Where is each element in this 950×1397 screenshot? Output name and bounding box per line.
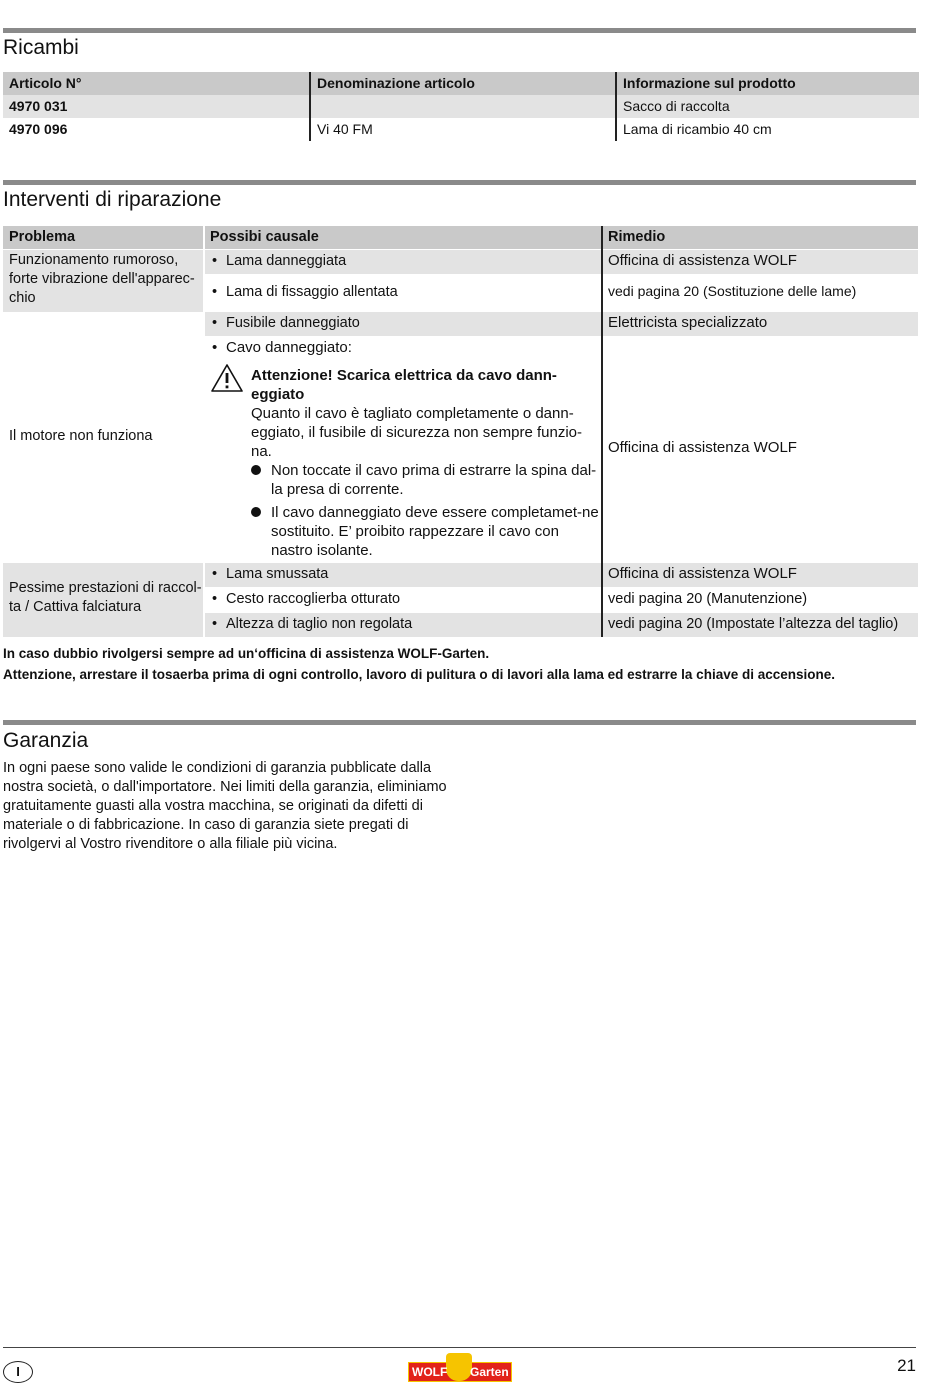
article-number: 4970 096 — [9, 121, 68, 137]
section-rule — [3, 180, 916, 185]
product-info: Sacco di raccolta — [615, 95, 919, 118]
bullet-dot — [251, 507, 261, 517]
cause-cell: • Altezza di taglio non regolata — [204, 613, 602, 637]
table-row — [3, 95, 919, 118]
logo-text-garten: Garten — [470, 1365, 509, 1379]
language-badge: I — [3, 1361, 33, 1383]
page-number: 21 — [897, 1356, 916, 1375]
warning-text: Quanto il cavo è tagliato completamente o dann-eggiato, il fusibile di sicurezza non sempre funzio-na. — [251, 405, 583, 460]
cause-cell: • Lama smussata — [204, 563, 602, 587]
article-name — [309, 95, 615, 118]
warning-bullet: Il cavo danneggiato deve essere completamet-ne sostituito. E’ proibito rappezzare il cavo con nastro isolante. — [271, 504, 599, 559]
problem-cell: Funzionamento rumoroso, forte vibrazione dell'apparec-chio — [3, 250, 204, 312]
table-row — [3, 118, 919, 141]
bullet-dot — [251, 465, 261, 475]
warning-title: Attenzione! Scarica elettrica da cavo dann-eggiato — [251, 367, 557, 403]
wolf-garten-logo — [408, 1353, 512, 1383]
warning-bullet: Non toccate il cavo prima di estrarre la spina dal-la presa di corrente. — [271, 462, 597, 498]
note-wolf-service: In caso dubbio rivolgersi sempre ad un‘officina di assistenza WOLF-Garten. — [3, 646, 490, 661]
remedy-cell: vedi pagina 20 (Sostituzione delle lame) — [608, 283, 857, 299]
remedy-cell: Elettricista specializzato — [602, 312, 918, 336]
garanzia-text: In ogni paese sono valide le condizioni di garanzia pubblicate dalla nostra società, o dall'importatore. Nei limiti della garanzia, eliminiamo gratuitamente guasti alla vostra macchina, se originati da difetti di materiale o di fabbricazione. In caso di garanzia siete pregati di rivolgervi al Vostro rivenditore o alla filiale più vicina. — [3, 760, 447, 852]
cause-cell: • Cavo danneggiato: — [204, 337, 602, 359]
article-name: Vi 40 FM — [309, 118, 615, 141]
article-number: 4970 031 — [9, 98, 68, 114]
column-header: Denominazione articolo — [309, 72, 615, 95]
remedy-cell: vedi pagina 20 (Impostate l’altezza del taglio) — [602, 613, 918, 637]
table-header-row — [3, 72, 919, 95]
problem-cell: Il motore non funziona — [9, 428, 153, 444]
section-rule — [3, 720, 916, 725]
ricambi-table — [3, 72, 919, 141]
column-header: Informazione sul prodotto — [615, 72, 919, 95]
section-title-garanzia: Garanzia — [3, 729, 89, 752]
warning-triangle-icon — [210, 363, 244, 393]
remedy-cell: Officina di assistenza WOLF — [602, 563, 918, 587]
remedy-cell: Officina di assistenza WOLF — [602, 250, 918, 274]
section-rule — [3, 28, 916, 33]
section-title-ricambi: Ricambi — [3, 36, 79, 59]
remedy-cell: Officina di assistenza WOLF — [608, 439, 797, 456]
column-divider — [601, 226, 603, 637]
note-safety: Attenzione, arrestare il tosaerba prima di ogni controllo, lavoro di pulitura o di lavori alla lama ed estrarre la chiave di accensione. — [3, 667, 836, 682]
remedy-cell: vedi pagina 20 (Manutenzione) — [608, 591, 808, 607]
column-header: Rimedio — [602, 226, 918, 249]
cause-cell: • Fusibile danneggiato — [204, 312, 602, 336]
section-title-riparazione: Interventi di riparazione — [3, 188, 222, 211]
cause-cell: • Cesto raccoglierba otturato — [204, 588, 602, 612]
column-header: Articolo N° — [9, 75, 82, 91]
column-header: Problema — [3, 226, 204, 249]
column-divider — [203, 226, 205, 637]
problem-cell: Pessime prestazioni di raccol-ta / Cattiva falciatura — [3, 563, 204, 637]
cause-cell: • Lama di fissaggio allentata — [204, 275, 602, 312]
wolf-head-icon — [446, 1353, 472, 1381]
column-header: Possibi causale — [204, 226, 602, 249]
logo-text-wolf: WOLF — [412, 1365, 448, 1379]
footer-rule — [3, 1347, 916, 1348]
cause-cell: • Lama danneggiata — [204, 250, 602, 274]
product-info: Lama di ricambio 40 cm — [615, 118, 919, 141]
